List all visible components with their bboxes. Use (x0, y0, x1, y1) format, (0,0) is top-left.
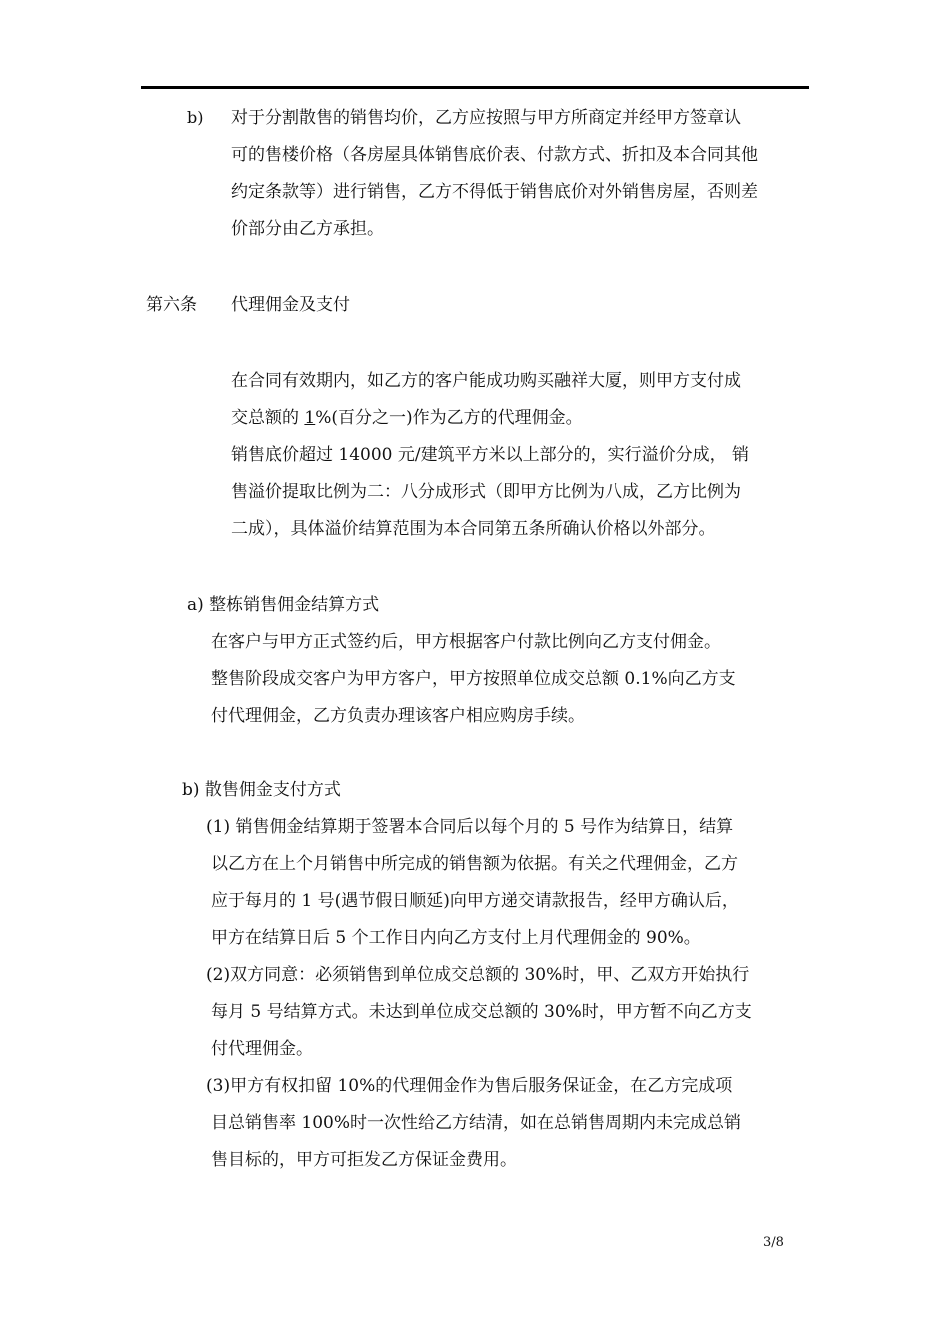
item-b-line-2: 可的售楼价格（各房屋具体销售底价表、付款方式、折扣及本合同其他 (231, 145, 758, 165)
commission-rate-underlined: 1 (304, 408, 316, 428)
section-a-line-1: 在客户与甲方正式签约后，甲方根据客户付款比例向乙方支付佣金。 (211, 632, 721, 652)
commission-line-4: 售溢价提取比例为二：八分成形式（即甲方比例为八成，乙方比例为 (231, 482, 741, 502)
commission-line-2 (231, 406, 583, 430)
item-b-marker: b) (187, 108, 204, 127)
section-b-item2-line-1: (2)双方同意：必须销售到单位成交总额的 30%时，甲、乙双方开始执行 (206, 965, 750, 985)
commission-line-2-post: %(百分之一)作为乙方的代理佣金。 (315, 408, 583, 428)
article-title: 代理佣金及支付 (231, 295, 350, 315)
section-b-item1-line-4: 甲方在结算日后 5 个工作日内向乙方支付上月代理佣金的 90%。 (211, 928, 701, 948)
section-b-item3-line-2: 目总销售率 100%时一次性给乙方结清，如在总销售周期内未完成总销 (211, 1113, 742, 1133)
section-b-item2-line-3: 付代理佣金。 (211, 1039, 313, 1059)
header-rule (141, 86, 809, 89)
article-number: 第六条 (146, 295, 197, 315)
commission-line-5: 二成），具体溢价结算范围为本合同第五条所确认价格以外部分。 (231, 519, 716, 539)
item-b-line-3: 约定条款等）进行销售，乙方不得低于销售底价对外销售房屋，否则差 (231, 182, 758, 202)
item-b-line-4: 价部分由乙方承担。 (231, 219, 384, 239)
section-b-item1-line-1: (1) 销售佣金结算期于签署本合同后以每个月的 5 号作为结算日，结算 (206, 817, 734, 837)
section-a-line-2: 整售阶段成交客户为甲方客户，甲方按照单位成交总额 0.1%向乙方支 (211, 669, 736, 689)
section-a-heading: a) 整栋销售佣金结算方式 (187, 595, 380, 615)
item-b-line-1: 对于分割散售的销售均价，乙方应按照与甲方所商定并经甲方签章认 (231, 108, 741, 128)
page-number: 3/8 (763, 1235, 784, 1250)
commission-line-2-pre: 交总额的 (231, 408, 305, 428)
section-b-item2-line-2: 每月 5 号结算方式。未达到单位成交总额的 30%时，甲方暂不向乙方支 (211, 1002, 752, 1022)
section-b-item3-line-1: (3)甲方有权扣留 10%的代理佣金作为售后服务保证金，在乙方完成项 (206, 1076, 733, 1096)
commission-line-1: 在合同有效期内，如乙方的客户能成功购买融祥大厦，则甲方支付成 (231, 371, 741, 391)
section-b-item1-line-2: 以乙方在上个月销售中所完成的销售额为依据。有关之代理佣金，乙方 (211, 854, 738, 874)
section-b-item3-line-3: 售目标的，甲方可拒发乙方保证金费用。 (211, 1150, 517, 1170)
section-a-line-3: 付代理佣金，乙方负责办理该客户相应购房手续。 (211, 706, 585, 726)
section-b-item1-line-3: 应于每月的 1 号(遇节假日顺延)向甲方递交请款报告，经甲方确认后， (211, 891, 739, 911)
section-b-heading: b) 散售佣金支付方式 (182, 780, 341, 800)
commission-line-3: 销售底价超过 14000 元/建筑平方米以上部分的，实行溢价分成， 销 (231, 445, 750, 465)
